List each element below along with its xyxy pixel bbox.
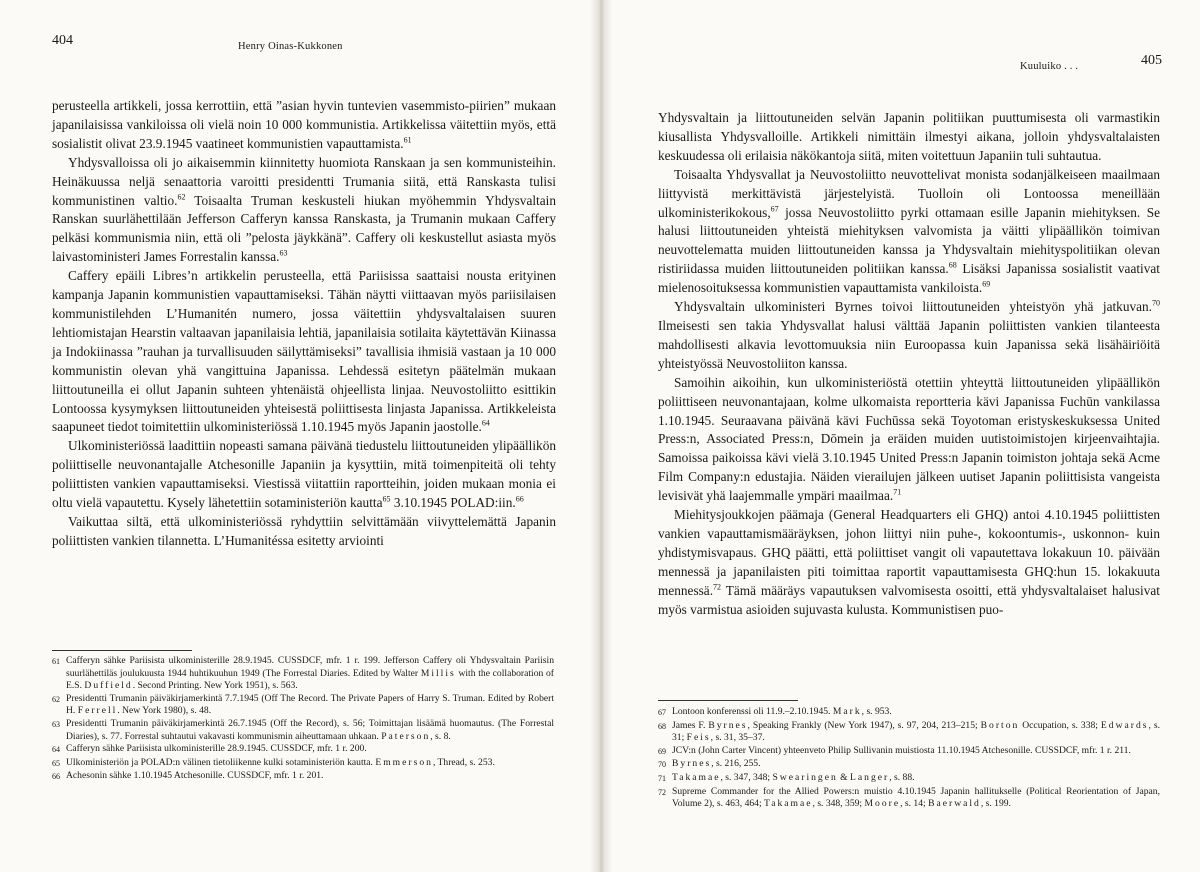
footnote-ref: 61: [403, 135, 412, 145]
running-head: Henry Oinas-Kukkonen: [238, 41, 343, 52]
footnote-ref: 69: [982, 279, 991, 289]
footnote-ref: 70: [1152, 298, 1160, 308]
text-run: , s. 8.: [430, 730, 451, 742]
footnote-number: 65: [52, 758, 60, 768]
paragraph: [52, 513, 556, 551]
footnotes: [52, 655, 554, 784]
text-run: , s. 31, 35–37.: [710, 732, 765, 744]
paragraph: [52, 97, 556, 154]
footnote-ref: 66: [515, 494, 524, 504]
running-head: Kuuluiko . . .: [1020, 61, 1079, 72]
author-name: Millis: [420, 667, 456, 679]
body-text: [658, 109, 1160, 619]
footnote-text: [66, 770, 554, 784]
text-run: Yhdysvalloissa oli jo aikaisemmin kiinnitetty huomiota Ranskaan ja sen kommunisteihin. Heinäkuussa neljä senaattoria varoitti presidentti Trumania siitä, että Ranskasta tulisi kommunistinen valtio.: [52, 154, 556, 208]
text-run: , Speaking Frankly (New York 1947), s. 97, 204, 213–215;: [747, 719, 981, 731]
page-number: 405: [1141, 53, 1162, 68]
footnote-rule: [658, 700, 798, 701]
footnote-number: 62: [52, 694, 60, 704]
text-run: with the collaboration of E.S.: [66, 667, 555, 692]
author-name: Takamae: [672, 771, 721, 783]
text-run: Tämä määräys vapautuksen valvomisesta osoitti, että yhdysvaltalaiset halusivat myös varmistua asioiden sujuvasta kulusta. Kommunistisen puo-: [658, 582, 1160, 617]
paragraph: [52, 267, 556, 437]
text-run: Ilmeisesti sen takia Yhdysvallat halusi välttää Japanin poliittisten vankien tilanteesta mahdollisesti alkavia levottomuuksia niin Euroopassa kuin Japanissa sekä lisähäiriöitä yhteistyössä Neuvostoliiton kanssa.: [658, 317, 1160, 371]
footnote: [658, 720, 1160, 745]
text-run: perusteella artikkeli, jossa kerrottiin, että ”asian hyvin tuntevien vasemmisto-piirien” mukaan japanilaisissa vankiloissa oli vielä noin 10 000 kommunistia. Artikkelissa väitettiin myös, että sosialistit olivat 23.9.1945 vaatineet kommunistien vapauttamista.: [52, 98, 556, 151]
footnote-ref: 68: [948, 260, 957, 270]
footnote-rule: [52, 650, 192, 651]
text-run: , s. 953.: [861, 706, 892, 717]
text-run: , s. 347, 348;: [720, 771, 773, 783]
paragraph: [52, 437, 556, 513]
text-run: Caffery epäili Libres’n artikkelin perusteella, että Pariisissa saattaisi nousta erityinen kampanja Japanin kommunistien vapauttamiseksi. Tähän näytti viittaavan myös pariisilaisen kommunistilehden L’Humanitén numero, jossa väitettiin yhdysvaltalaisen suuren lehtiomistajan Hearstin valtaavan japanilaisia lehtiä, japanilaisia sotilaita käytettävän Kiinassa ja Indokiinassa ”rauhan ja turvallisuuden säilyttämiseksi” tavallisia ihmisiä vastaan ja 10 000 kommunistin olevan yhä vangittuina Japanissa. Lehdessä esitetyn päätelmän mukaan liittoutuneilla ei ollut Japanin suhteen yhtenäistä ohjeellista linjaa. Neuvostoliitto esittikin Lontoossa kysymyksen liittoutuneiden yhteisestä poliittisesta linjasta Japanissa. Artikkeleista saapuneet tiedot toimitettiin ulkoministeriössä 1.10.1945 myös Japanin jaostolle.: [52, 268, 556, 435]
footnote-number: 61: [52, 657, 60, 666]
footnote-number: 64: [52, 745, 60, 755]
footnote-number: 63: [52, 719, 60, 729]
paragraph: [658, 506, 1160, 619]
author-name: Takamae: [764, 798, 813, 810]
text-run: Ulkoministeriössä laadittiin nopeasti samana päivänä tiedustelu liittoutuneiden ylipäällikön poliittiselle neuvonantajalle Atchesonille Japaniin ja kysyttiin, mitä toimenpiteitä oli tehty poliittisten vankien vapauttamiseksi. Viestissä viitattiin raportteihin, joiden mukaan monia ei oltu vielä vapautettu. Kysely lähetettiin sotaministeriön kautta: [52, 438, 556, 511]
footnote-text: [672, 786, 1160, 811]
text-run: , s. 348, 359;: [812, 798, 865, 810]
footnote-number: 70: [658, 760, 666, 770]
footnote-number: 71: [658, 773, 666, 783]
text-run: . Second Printing. New York 1951), s. 563.: [132, 680, 298, 692]
footnote-text: [672, 720, 1160, 745]
text-run: Yhdysvaltain ja liittoutuneiden selvän Japanin politiikan puuttumisesta oli varmastikin kiusallista Yhdysvalloille. Artikkeli nimittäin ilmestyi aikana, jolloin yhdysvaltalaisten keskuudessa oli erilaisia näkökantoja siitä, miten voitettuun Japaniin tuli suhtautua.: [658, 110, 1160, 163]
text-run: , s. 216, 255.: [711, 758, 761, 770]
footnote-number: 68: [658, 721, 666, 731]
footnote: [658, 758, 1160, 772]
text-run: 3.10.1945 POLAD:iin.: [390, 495, 516, 511]
author-name: Mark: [832, 706, 862, 717]
text-run: Lisäksi Japanissa sosialistit vaativat mielenosoituksessa kommunistien vapauttamista vankiloista.: [658, 261, 1160, 296]
text-run: jossa Neuvostoliitto pyrki ottamaan esille Japanin miehityksen. Se halusi liittoutuneiden yhteistä miehityksen valvomista ja väitti ylipäällikön toimivan neuvottelematta muiden liittoutuneiden kanssa ja Yhdysvaltain miehityspolitiikan olevan ristiriidassa muiden liittoutuneiden politiikan kanssa.: [658, 204, 1160, 277]
text-run: Lontoon konferenssi oli 11.9.–2.10.1945.: [672, 706, 833, 717]
footnote-ref: 67: [770, 204, 779, 214]
footnote: [52, 693, 554, 718]
paragraph: [52, 154, 556, 267]
page-number: 404: [52, 33, 73, 48]
text-run: Cafferyn sähke Pariisista ulkoministerille 28.9.1945. CUSSDCF, mfr. 1 r. 200.: [66, 743, 367, 755]
footnote-number: 72: [658, 787, 666, 797]
footnotes: [658, 706, 1160, 811]
author-name: Paterson: [381, 730, 431, 742]
paragraph: [658, 374, 1160, 506]
author-name: Moore: [864, 798, 901, 810]
footnote-number: 66: [52, 772, 60, 782]
text-run: , Thread, s. 253.: [432, 756, 495, 768]
author-name: Duffield: [84, 680, 133, 692]
text-run: Presidentti Trumanin päiväkirjamerkintä 26.7.1945 (Off the Record), s. 56; Toimittajan lisäämä huomautus. (The Forrestal Diaries), s. 77. Forrestal suhtautui vakavasti kommunismin aiheuttamaan uhkaan.: [66, 717, 554, 742]
paragraph: [658, 109, 1160, 166]
paragraph: [658, 166, 1160, 298]
footnote-text: [66, 693, 554, 718]
text-run: JCV:n (John Carter Vincent) yhteenveto Philip Sullivanin muistiosta 11.10.1945 Atchesonille. CUSSDCF, mfr. 1 r. 211.: [672, 744, 1131, 756]
footnote: [52, 757, 554, 771]
footnote: [52, 743, 554, 757]
text-run: Yhdysvaltain ulkoministeri Byrnes toivoi liittoutuneiden yhteistyön yhä jatkuvan.: [674, 299, 1152, 315]
text-run: &: [837, 771, 851, 783]
footnote-ref: 65: [382, 494, 391, 504]
footnote: [658, 706, 1160, 720]
text-run: Occupation, s. 338;: [1019, 719, 1101, 731]
footnote-text: [672, 706, 1160, 720]
text-run: , s. 199.: [980, 798, 1011, 810]
footnote-text: [66, 743, 554, 757]
footnote-text: [672, 758, 1160, 772]
author-name: Borton: [980, 719, 1020, 731]
footnote-text: [66, 757, 554, 771]
author-name: Emmerson: [375, 756, 433, 768]
footnote-text: [672, 772, 1160, 786]
author-name: Langer: [850, 771, 890, 783]
footnote-text: [66, 718, 554, 743]
footnote-ref: 72: [713, 582, 722, 592]
author-name: Byrnes: [708, 719, 748, 731]
author-name: Baerwald: [928, 798, 981, 810]
footnote-ref: 71: [893, 487, 902, 497]
author-name: Edwards: [1100, 719, 1149, 731]
footnote-text: [672, 745, 1160, 759]
text-run: , s. 14;: [900, 798, 929, 810]
footnote-ref: 62: [177, 192, 186, 202]
text-run: Samoihin aikoihin, kun ulkoministeriöstä otettiin yhteyttä liittoutuneiden ylipäällikön poliittiseen neuvonantajaan, kolme ulkomaista reportteria kävi Japanissa Fuchūn vankilassa 1.10.1945. Seuraavana päivänä kävi Fuchūssa sekä Toyotoman eristyskeskuksessa United Press:n, Associated Press:n, Dōmein ja eräiden muiden uutistoimistojen kirjeenvaihtajia. Samoissa paikoissa kävi vielä 3.10.1945 United Press:n Japanin toimiston johtaja sekä Acme Film Company:n edustajia. Näiden vierailujen jälkeen uutiset Japanin poliittisista vangeista levisivät yhä laajemmalle ympäri maailmaa.: [658, 374, 1160, 504]
text-run: . New York 1980), s. 48.: [117, 705, 212, 717]
author-name: Swearingen: [772, 771, 838, 783]
footnote: [658, 745, 1160, 759]
text-run: , s. 88.: [889, 771, 915, 783]
text-run: Miehitysjoukkojen päämaja (General Headquarters eli GHQ) antoi 4.10.1945 poliittisten vankien vapauttamismääräyksen, johon liittyi niin puhe-, kokoontumis-, uskonnon- kuin yhdistymisvapaus. GHQ päätti, että poliittiset vangit oli vapautettava lokakuun 10. päivään mennessä ja japanilaisten piti toimittaa raportit vapauttamisesta GHQ:hun 15. lokakuuta mennessä.: [658, 507, 1160, 598]
text-run: James F.: [672, 719, 709, 731]
right-page: [600, 0, 1200, 872]
footnote-ref: 64: [481, 418, 490, 428]
footnote: [52, 718, 554, 743]
text-run: Presidentti Trumanin päiväkirjamerkintä 7.7.1945 (Off The Record. The Private Papers of Harry S. Truman. Edited by Robert H.: [66, 692, 554, 717]
footnote-number: 69: [658, 746, 666, 756]
text-run: Toisaalta Truman keskusteli hiukan myöhemmin Yhdysvaltain Ranskan suurlähettilään Jefferson Cafferyn kanssa Ranskasta, ja Trumanin mukaan Caffery pelkäsi kommunismia niin, että oli ”pelosta jäykkänä”. Caffery oli keskustellut asiasta myös laivastoministeri James Forrestalin kanssa.: [52, 192, 556, 265]
text-run: Toisaalta Yhdysvallat ja Neuvostoliitto neuvottelivat monista sodanjälkeiseen maailmaan liittyvistä merkittävistä järjestelyistä. Tuolloin oli Lontoossa meneillään ulkoministerikokous,: [658, 166, 1160, 220]
text-run: Achesonin sähke 1.10.1945 Atchesonille. CUSSDCF, mfr. 1 r. 201.: [66, 770, 324, 782]
footnote: [658, 786, 1160, 811]
text-run: Cafferyn sähke Pariisista ulkoministerille 28.9.1945. CUSSDCF, mfr. 1 r. 199. Jefferson Caffery oli Yhdysvaltain Pariisin suurlähettiläs joulukuusta 1944 huhtikuuhun 1949 (The Forrestal Diaries. Edited by Walter: [66, 655, 554, 679]
author-name: Byrnes: [672, 758, 712, 770]
body-text: [52, 97, 556, 551]
footnote: [52, 770, 554, 784]
author-name: Ferrell: [77, 705, 118, 717]
text-run: Ulkoministeriön ja POLAD:n välinen tietoliikenne kulki sotaministeriön kautta.: [66, 756, 376, 768]
footnote-number: 67: [658, 708, 666, 717]
paragraph: [658, 298, 1160, 374]
footnote-ref: 63: [279, 248, 288, 258]
text-run: Supreme Commander for the Allied Powers:n muistio 4.10.1945 Japanin hallitukselle (Political Reorientation of Japan, Volume 2), s. 463, 464;: [672, 785, 1160, 810]
footnote: [658, 772, 1160, 786]
footnote-text: [66, 655, 554, 693]
author-name: Feis: [686, 732, 711, 744]
text-run: Vaikuttaa siltä, että ulkoministeriössä ryhdyttiin selvittämään viivyttelemättä Japanin poliittisten vankien tilannetta. L’Humanitéssa esitetty arviointi: [52, 513, 556, 548]
footnote: [52, 655, 554, 693]
text-run: , s. 31;: [672, 719, 1160, 744]
